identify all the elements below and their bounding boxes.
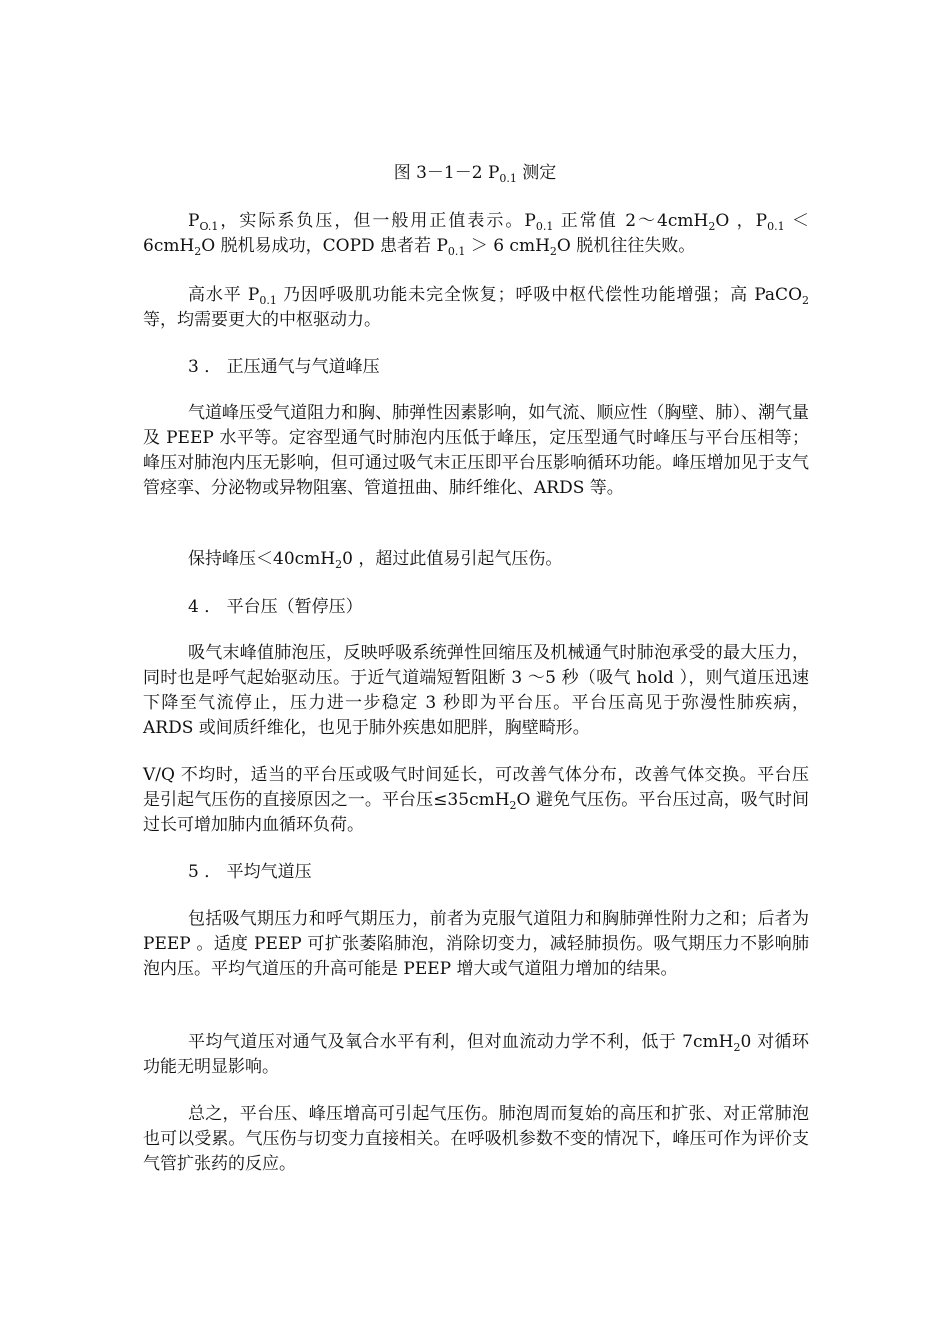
paragraph-p04 (143, 547, 809, 572)
section-heading-3: 3 ． 正压通气与气道峰压 (188, 357, 380, 377)
caption-subscript: 0.1 (499, 172, 517, 185)
text-run: 正常值 2～4cmH (553, 211, 709, 231)
paragraph-p07: 包括吸气期压力和呼气期压力，前者为克服气道阻力和胸肺弹性附力之和；后者为 PEEP 。适度 PEEP 可扩张萎陷肺泡，消除切变力，减轻肺损伤。吸气期压力不影响肺泡内压。平均气道压的升高可能是 PEEP 增大或气道阻力增加的结果。 (143, 909, 809, 979)
subscript: 2 (802, 294, 810, 307)
subscript: 0.1 (535, 220, 554, 233)
subscript: 0.1 (259, 294, 277, 307)
text-run: 高水平 P (188, 285, 260, 305)
text-run: O ，P (715, 211, 768, 231)
subscript: 2 (335, 558, 343, 571)
subscript: 2 (194, 245, 202, 258)
text-run: O 脱机易成功，COPD 患者若 P (201, 236, 448, 256)
text-run: P (188, 211, 200, 231)
figure-caption (0, 160, 950, 186)
paragraph-p08 (143, 1030, 809, 1080)
paragraph-p02 (143, 283, 809, 333)
subscript: 2 (509, 799, 517, 812)
paragraph-p03: 气道峰压受气道阻力和胸、肺弹性因素影响，如气流、顺应性（胸壁、肺）、潮气量及 PEEP 水平等。定容型通气时肺泡内压低于峰压，定压型通气时峰压与平台压相等；峰压对肺泡内压无影响，但可通过吸气末正压即平台压影响循环功能。峰压增加见于支气管痉挛、分泌物或异物阻塞、管道扭曲、肺纤维化、ARDS 等。 (143, 403, 809, 498)
text-run: O 脱机往往失败。 (556, 236, 696, 256)
text-run: 0 ，超过此值易引起气压伤。 (342, 549, 563, 569)
subscript: 2 (708, 220, 716, 233)
subscript: O.1 (199, 220, 219, 233)
paragraph-p05: 吸气末峰值肺泡压，反映呼吸系统弹性回缩压及机械通气时肺泡承受的最大压力，同时也是呼气起始驱动压。于近气道端短暂阻断 3 ～5 秒（吸气 hold ），则气道压迅速下降至气流停止，压力进一步稳定 3 秒即为平台压。平台压高见于弥漫性肺疾病，ARDS 或间质纤维化，也见于肺外疾患如肥胖，胸壁畸形。 (143, 643, 809, 738)
subscript: 2 (733, 1041, 741, 1054)
section-heading-5: 5 ． 平均气道压 (188, 862, 312, 882)
text-run: 保持峰压＜40cmH (188, 549, 336, 569)
subscript: 0.1 (447, 245, 466, 258)
text-run: ＜ 6cmH (143, 211, 810, 256)
text-run: 等，均需要更大的中枢驱动力。 (143, 310, 381, 330)
section-heading-4: 4 ． 平台压（暂停压） (188, 597, 363, 617)
caption-text: 图 3－1－2 P (393, 163, 500, 183)
text-run: ，实际系负压，但一般用正值表示。P (218, 211, 536, 231)
paragraph-p06 (143, 763, 809, 838)
text-run: 平均气道压对通气及氧合水平有利，但对血流动力学不利，低于 7cmH (188, 1032, 734, 1052)
text-run: 0 对循环功能无明显影响。 (143, 1032, 809, 1077)
paragraph-p01 (143, 209, 809, 259)
caption-suffix: 测定 (516, 163, 557, 183)
paragraph-p09: 总之，平台压、峰压增高可引起气压伤。肺泡周而复始的高压和扩张、对正常肺泡也可以受累。气压伤与切变力直接相关。在呼吸机参数不变的情况下，峰压可作为评价支气管扩张药的反应。 (143, 1104, 809, 1174)
subscript: 0.1 (767, 220, 785, 233)
text-run: ＞ 6 cmH (465, 236, 550, 256)
text-run: O 避免气压伤。平台压过高，吸气时间过长可增加肺内血循环负荷。 (143, 790, 810, 835)
text-run: 乃因呼吸肌功能未完全恢复；呼吸中枢代偿性功能增强；高 PaCO (276, 285, 803, 305)
subscript: 2 (549, 245, 557, 258)
text-run: V/Q 不均时，适当的平台压或吸气时间延长，可改善气体分布，改善气体交换。平台压是引起气压伤的直接原因之一。平台压≤35cmH (143, 765, 809, 810)
